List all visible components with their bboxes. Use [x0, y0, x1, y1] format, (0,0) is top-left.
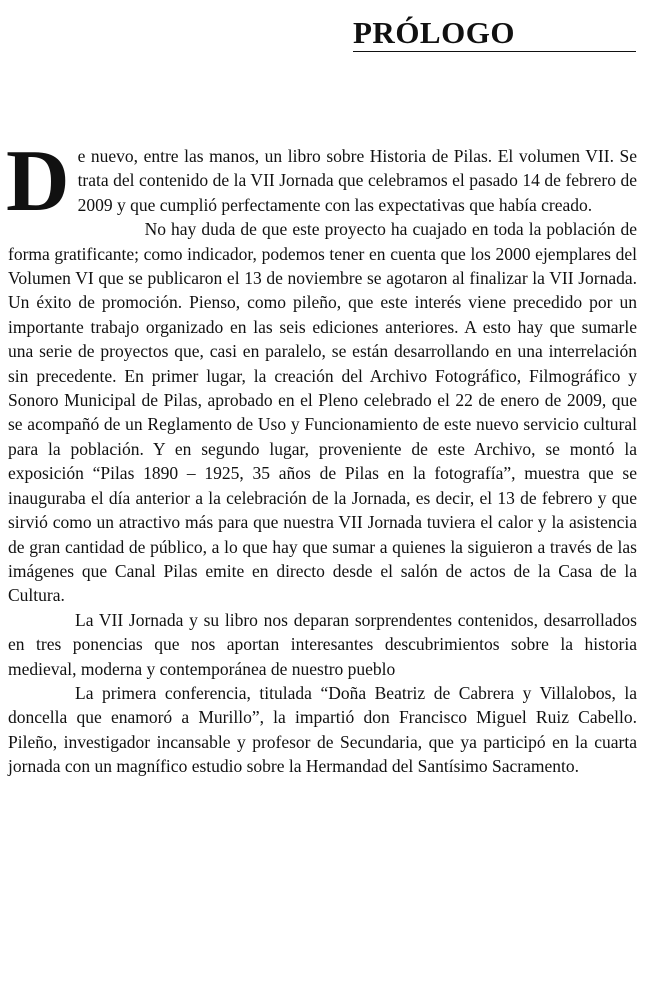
paragraph-4: La primera conferencia, titulada “Doña Beatriz de Cabrera y Villalobos, la doncella que enamoró a Murillo”, la impartió don Francisco Miguel Ruiz Cabello. Pileño, investigador incansable y profesor de Secundaria, que ya participó en la cuarta jornada con un magnífico estudio sobre la Hermandad del Santísimo Sacramento. — [8, 682, 637, 777]
paragraph-1-text: e nuevo, entre las manos, un libro sobre Historia de Pilas. El volumen VII. Se trata del contenido de la VII Jornada que celebramos el pasado 14 de febrero de 2009 y que cumplió perfectamente con las expectativas que había creado. — [77, 146, 637, 215]
paragraph-1 — [6, 133, 637, 230]
drop-cap: D — [6, 133, 70, 230]
paragraph-3: La VII Jornada y su libro nos deparan sorprendentes contenidos, desarrollados en tres ponencias que nos aportan interesantes descubrimientos sobre la historia medieval, moderna y contemporánea de nuestro pueblo — [8, 609, 637, 679]
prologue-body — [6, 133, 637, 779]
page-title: PRÓLOGO — [353, 15, 515, 50]
paragraph-2: No hay duda de que este proyecto ha cuajado en toda la población de forma gratificante; como indicador, podemos tener en cuenta que los 2000 ejemplares del Volumen VI que se publicaron el 13 de noviembre se agotaron al finalizar la VII Jornada. Un éxito de promoción. Pienso, como pileño, que este interés viene precedido por un importante trabajo organizado en las seis ediciones anteriores. A esto hay que sumarle una serie de proyectos que, casi en paralelo, se están desarrollando en una interrelación sin precedente. En primer lugar, la creación del Archivo Fotográfico, Filmográfico y Sonoro Municipal de Pilas, aprobado en el Pleno celebrado el 22 de enero de 2009, que se acompañó de un Reglamento de Uso y Funcionamiento de este nuevo servicio cultural para la población. Y en segundo lugar, proveniente de este Archivo, se montó la exposición “Pilas 1890 – 1925, 35 años de Pilas en la fotografía”, muestra que se inauguraba el día anterior a la celebración de la Jornada, es decir, el 13 de febrero y que sirvió como un atractivo más para que nuestra VII Jornada tuviera el calor y la asistencia de gran cantidad de público, a lo que hay que sumar a quienes la siguieron a través de las imágenes que Canal Pilas emite en directo desde el salón de actos de la Casa de la Cultura. — [8, 219, 637, 606]
title-underline — [353, 51, 636, 52]
